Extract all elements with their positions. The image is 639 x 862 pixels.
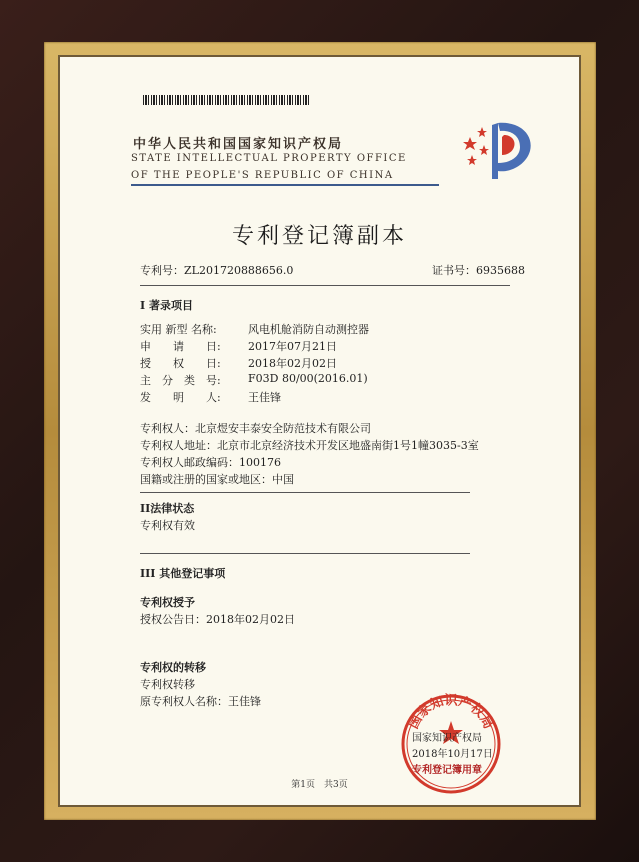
divider-3 xyxy=(140,553,470,554)
office-name-cn: 中华人民共和国国家知识产权局 xyxy=(133,137,344,152)
field-value: 王佳锋 xyxy=(248,391,281,404)
section-1-heading: I 著录项目 xyxy=(140,299,193,312)
seal-date: 2018年10月17日 xyxy=(412,749,493,760)
certificate-paper xyxy=(58,55,581,807)
field-value: 风电机舱消防自动测控器 xyxy=(248,323,369,336)
legal-status: 专利权有效 xyxy=(140,519,195,532)
office-name-en-1: STATE INTELLECTUAL PROPERTY OFFICE xyxy=(131,153,407,164)
field-label: 发 明 人: xyxy=(140,391,221,404)
seal-stamp-text: 专利登记簿用章 xyxy=(412,765,482,776)
seal-org: 国家知识产权局 xyxy=(412,733,482,744)
certificate-number: 证书号：6935688 xyxy=(432,264,525,277)
field-value: 2017年07月21日 xyxy=(248,340,337,353)
holder-address: 专利权人地址：北京市北京经济技术开发区地盛南街1号1幢3035-3室 xyxy=(140,439,479,452)
patent-holder: 专利权人：北京煜安丰泰安全防范技术有限公司 xyxy=(140,422,371,435)
grant-heading: 专利权授予 xyxy=(140,596,195,609)
field-label: 授 权 日: xyxy=(140,357,221,370)
field-label: 主 分 类 号: xyxy=(140,374,221,387)
page-number: 第1页 共3页 xyxy=(291,780,348,790)
field-value: F03D 80/00(2016.01) xyxy=(248,372,368,385)
original-holder: 原专利权人名称：王佳锋 xyxy=(140,695,261,708)
divider-1 xyxy=(140,285,510,286)
transfer-sub: 专利权转移 xyxy=(140,678,195,691)
transfer-heading: 专利权的转移 xyxy=(140,661,206,674)
field-value: 2018年02月02日 xyxy=(248,357,337,370)
patent-number: 专利号：ZL201720888656.0 xyxy=(140,264,294,277)
section-3-heading: III 其他登记事项 xyxy=(140,567,226,580)
holder-country: 国籍或注册的国家或地区：中国 xyxy=(140,473,294,486)
document-title: 专利登记簿副本 xyxy=(231,224,407,249)
header-rule xyxy=(131,184,439,186)
grant-date: 授权公告日：2018年02月02日 xyxy=(140,613,295,626)
holder-postcode: 专利权人邮政编码：100176 xyxy=(140,456,281,469)
section-2-heading: II法律状态 xyxy=(140,502,195,515)
field-label: 申 请 日: xyxy=(140,340,221,353)
field-label: 实用 新型 名称: xyxy=(140,323,217,336)
divider-2 xyxy=(140,492,470,493)
office-name-en-2: OF THE PEOPLE'S REPUBLIC OF CHINA xyxy=(131,170,394,181)
barcode xyxy=(143,95,311,105)
sipo-logo-icon xyxy=(458,115,538,185)
svg-text:国家知识产权局: 国家知识产权局 xyxy=(406,693,496,732)
